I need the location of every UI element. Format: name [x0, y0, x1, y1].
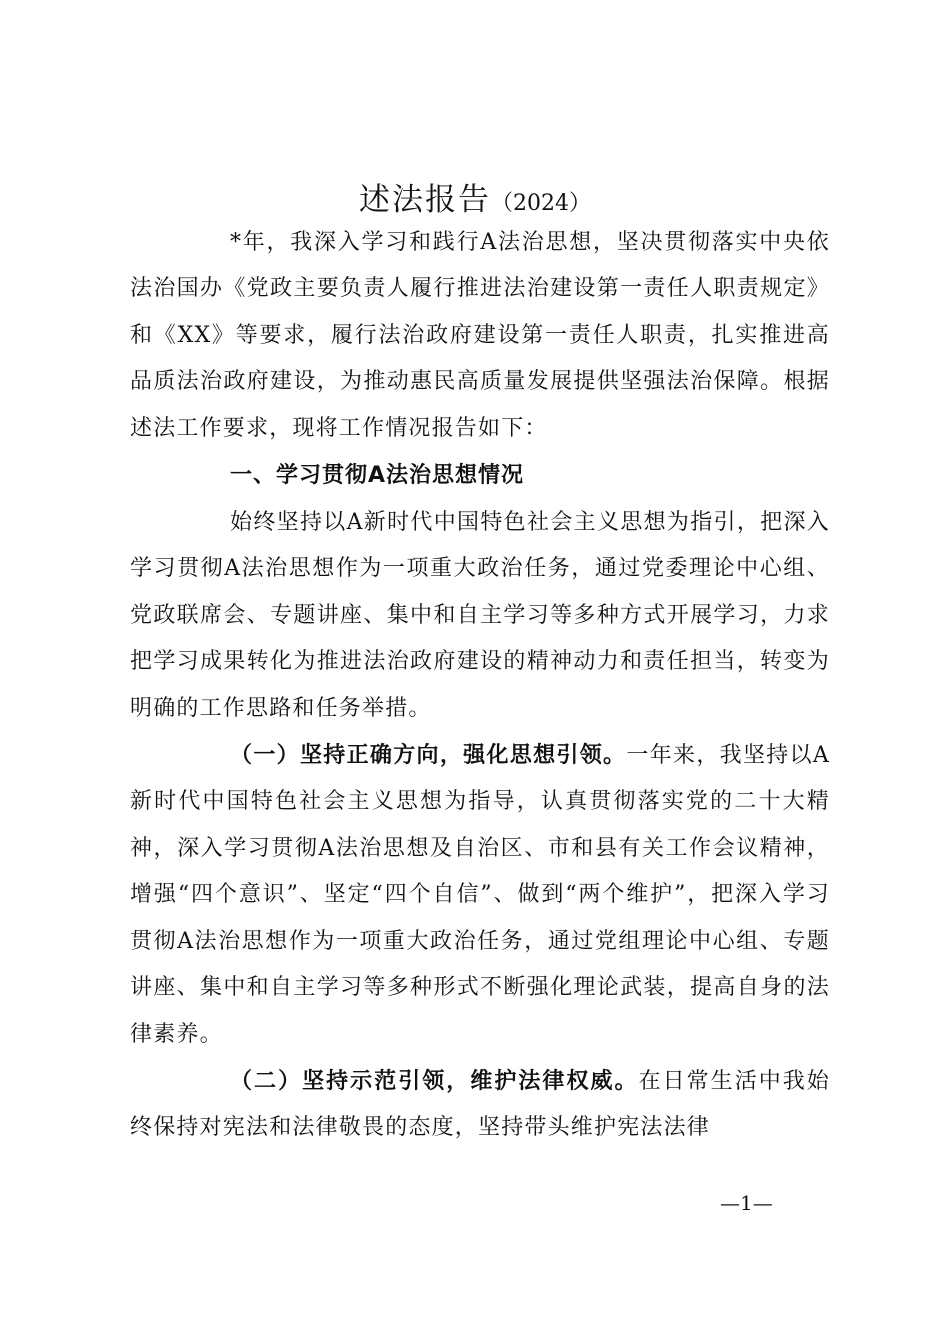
item-text-2: 在日常生活中我始终保持对宪法和法律敬畏的态度，坚持带头维护宪法法律 — [130, 1068, 830, 1141]
title-text: 述法报告 — [359, 182, 491, 218]
item-lead-2: （二）坚持示范引领，维护法律权威。 — [230, 1067, 639, 1094]
document-body — [130, 220, 830, 1152]
section-heading: 一、学习贯彻A法治思想情况 — [230, 463, 525, 489]
page-number: —1— — [720, 1191, 773, 1215]
title-year: （2024） — [491, 191, 591, 216]
section-paragraph: 始终坚持以A新时代中国特色社会主义思想为指引，把深入学习贯彻A法治思想作为一项重大政治任务，通过党委理论中心组、党政联席会、专题讲座、集中和自主学习等多种方式开展学习，力求把学习成果转化为推进法治政府建设的精神动力和责任担当，转变为明确的工作思路和任务举措。 — [130, 510, 830, 721]
item-paragraph-2 — [130, 1058, 830, 1152]
item-paragraph-1 — [130, 732, 830, 1058]
intro-paragraph: *年，我深入学习和践行A法治思想，坚决贯彻落实中央依法治国办《党政主要负责人履行推进法治建设第一责任人职责规定》和《XX》等要求，履行法治政府建设第一责任人职责，扎实推进高品质法治政府建设，为推动惠民高质量发展提供坚强法治保障。根据述法工作要求，现将工作情况报告如下： — [130, 230, 830, 441]
item-lead-1: （一）坚持正确方向，强化思想引领。 — [230, 742, 627, 769]
item-text-1: 一年来，我坚持以A新时代中国特色社会主义思想为指导，认真贯彻落实党的二十大精神，深入学习贯彻A法治思想及自治区、市和县有关工作会议精神，增强“四个意识”、坚定“四个自信”、做到“两个维护”，把深入学习贯彻A法治思想作为一项重大政治任务，通过党组理论中心组、专题讲座、集中和自主学习等多种形式不断强化理论武装，提高自身的法律素养。 — [130, 743, 830, 1047]
